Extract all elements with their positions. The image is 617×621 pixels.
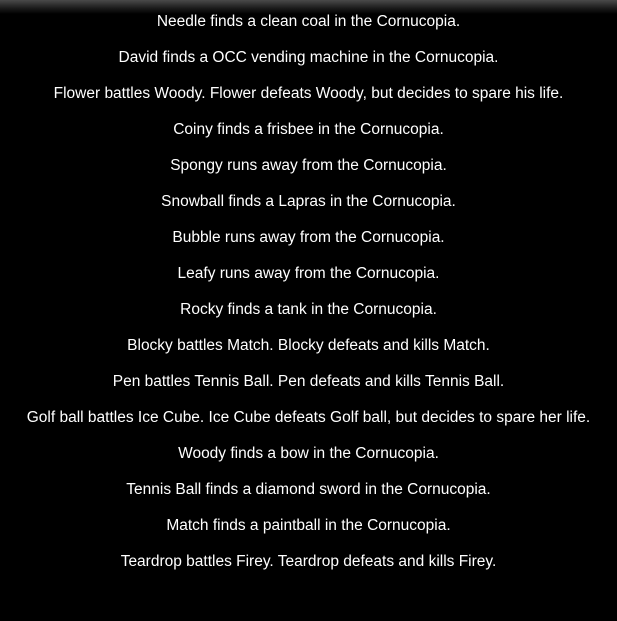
event-line: Spongy runs away from the Cornucopia. (170, 157, 447, 174)
event-line: Pen battles Tennis Ball. Pen defeats and kills Tennis Ball. (112, 373, 505, 390)
event-log (0, 10, 617, 586)
event-line: Bubble runs away from the Cornucopia. (172, 229, 445, 246)
event-line: Flower battles Woody. Flower defeats Woody, but decides to spare his life. (53, 85, 564, 102)
event-line: Leafy runs away from the Cornucopia. (177, 265, 440, 282)
event-line: Blocky battles Match. Blocky defeats and kills Match. (127, 337, 490, 354)
event-line: Coiny finds a frisbee in the Cornucopia. (173, 121, 444, 138)
event-line: Golf ball battles Ice Cube. Ice Cube defeats Golf ball, but decides to spare her life. (26, 409, 591, 426)
event-line: Teardrop battles Firey. Teardrop defeats and kills Firey. (120, 553, 497, 570)
event-line: Match finds a paintball in the Cornucopia. (166, 517, 451, 534)
event-line: Needle finds a clean coal in the Cornucopia. (156, 13, 461, 30)
event-line: Woody finds a bow in the Cornucopia. (178, 445, 439, 462)
event-line: Tennis Ball finds a diamond sword in the Cornucopia. (126, 481, 491, 498)
event-line: David finds a OCC vending machine in the Cornucopia. (118, 49, 499, 66)
event-line: Snowball finds a Lapras in the Cornucopia. (161, 193, 456, 210)
event-line: Rocky finds a tank in the Cornucopia. (180, 301, 437, 318)
